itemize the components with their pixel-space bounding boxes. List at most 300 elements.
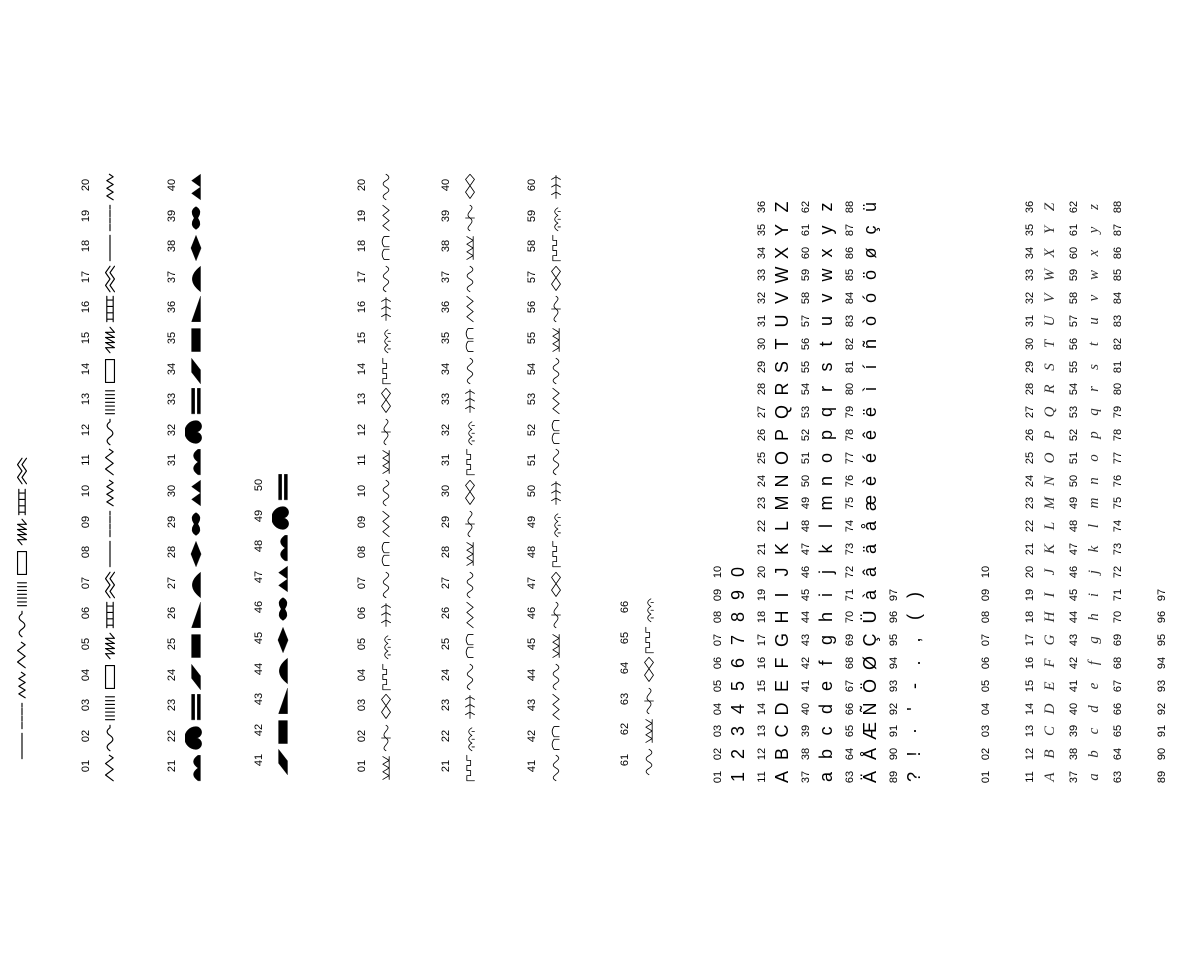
char-number: 55: [800, 360, 812, 373]
stitch-number: 28: [166, 546, 178, 559]
char-number: 67: [844, 679, 856, 692]
char-glyph: ?: [904, 772, 924, 783]
stitch-number: 47: [526, 576, 538, 589]
stitch-number: 20: [80, 178, 92, 192]
char-number: 72: [1112, 565, 1124, 578]
char-number: 06: [980, 656, 992, 670]
stitch-number: 18: [80, 240, 92, 253]
char-glyph: O: [772, 450, 792, 465]
stitch-number: 46: [526, 607, 538, 620]
char-glyph: I: [772, 592, 792, 598]
stitch-number: 22: [166, 729, 178, 742]
char-glyph: S: [772, 360, 792, 373]
char-number: 01: [980, 770, 992, 784]
char-number: 02: [980, 748, 992, 761]
char-glyph: w: [816, 268, 836, 282]
char-glyph: c: [1086, 728, 1102, 735]
char-number: 29: [756, 360, 768, 373]
char-number: 33: [756, 269, 768, 282]
stitch-glyph-icon: [85, 234, 135, 262]
char-glyph: q: [816, 407, 836, 418]
char-glyph: é: [860, 452, 880, 463]
stitch-glyph-icon: [445, 601, 495, 629]
char-glyph: ö: [860, 270, 880, 281]
stitch-glyph-icon: [0, 732, 47, 760]
char-number: 15: [1024, 679, 1036, 692]
char-glyph: I: [1042, 592, 1058, 598]
stitch-number: 39: [440, 209, 452, 222]
char-glyph: a: [816, 772, 836, 783]
stitch-glyph-icon: [258, 657, 308, 685]
char-glyph: s: [816, 362, 836, 372]
char-glyph: Ñ: [860, 702, 880, 716]
stitch-glyph-icon: [361, 571, 411, 599]
stitch-number: 26: [166, 607, 178, 620]
char-number: 91: [888, 725, 900, 738]
stitch-glyph-icon: [531, 204, 581, 232]
char-number: 79: [844, 406, 856, 419]
char-number: 67: [1112, 679, 1124, 692]
char-number: 88: [1112, 200, 1124, 214]
char-number: 04: [712, 702, 724, 715]
char-number: 35: [1024, 223, 1036, 236]
char-number: 22: [756, 520, 768, 533]
stitch-glyph-icon: [531, 418, 581, 446]
stitch-number: 01: [356, 760, 368, 773]
stitch-glyph-icon: [531, 326, 581, 354]
stitch-number: 21: [440, 760, 452, 773]
char-glyph: à: [860, 589, 880, 600]
char-number: 37: [1068, 770, 1080, 784]
char-number: 46: [800, 565, 812, 578]
stitch-number: 05: [80, 637, 92, 651]
char-glyph: j: [1086, 569, 1102, 574]
char-glyph: f: [816, 660, 836, 666]
stitch-number: 22: [440, 729, 452, 742]
char-glyph: C: [772, 724, 792, 738]
char-glyph: c: [816, 726, 836, 736]
stitch-number: 07: [80, 576, 92, 589]
char-glyph: J: [1042, 568, 1058, 576]
stitch-number: 20: [356, 178, 368, 192]
stitch-glyph-icon: [531, 295, 581, 323]
stitch-glyph-icon: [531, 540, 581, 568]
char-number: 30: [1024, 337, 1036, 350]
char-number: 90: [888, 748, 900, 761]
char-glyph: 5: [728, 680, 748, 691]
char-number: 81: [1112, 360, 1124, 373]
stitch-glyph-icon: [0, 549, 47, 577]
char-number: 69: [844, 634, 856, 647]
char-number: 27: [1024, 406, 1036, 419]
char-glyph: i: [1086, 592, 1102, 597]
char-glyph: l: [1086, 524, 1102, 529]
char-glyph: W: [1042, 269, 1058, 282]
stitch-glyph-icon: [171, 448, 221, 476]
char-glyph: D: [1042, 703, 1058, 715]
char-number: 42: [800, 656, 812, 670]
stitch-number: 19: [80, 209, 92, 222]
stitch-glyph-icon: [258, 534, 308, 562]
stitch-number: 19: [356, 209, 368, 222]
char-glyph: ø: [860, 247, 880, 259]
char-glyph: U: [1042, 315, 1058, 327]
stitch-glyph-icon: [445, 724, 495, 752]
char-number: 12: [1024, 748, 1036, 761]
char-glyph: ë: [860, 407, 880, 418]
char-number: 75: [844, 497, 856, 510]
stitch-glyph-icon: [171, 295, 221, 323]
char-glyph: J: [772, 567, 792, 577]
char-number: 92: [1156, 702, 1168, 715]
stitch-glyph-icon: [85, 418, 135, 446]
char-glyph: è: [860, 475, 880, 486]
char-number: 85: [844, 269, 856, 282]
char-glyph: M: [772, 495, 792, 511]
char-glyph: ì: [860, 386, 880, 392]
char-number: 92: [888, 702, 900, 715]
stitch-glyph-icon: [445, 387, 495, 415]
char-glyph: x: [1086, 249, 1102, 256]
char-number: 65: [1112, 725, 1124, 738]
char-number: 23: [756, 497, 768, 510]
stitch-number: 17: [356, 270, 368, 283]
stitch-number: 21: [166, 760, 178, 773]
stitch-number: 30: [166, 484, 178, 498]
char-number: 61: [800, 223, 812, 236]
char-number: 82: [1112, 337, 1124, 350]
stitch-glyph-icon: [0, 641, 47, 669]
char-number: 78: [844, 428, 856, 442]
stitch-number: 23: [440, 699, 452, 712]
char-glyph: a: [1086, 773, 1102, 781]
char-number: 27: [756, 406, 768, 419]
char-glyph: y: [1086, 226, 1102, 234]
char-glyph: Y: [1042, 225, 1058, 234]
char-glyph: v: [1086, 294, 1102, 302]
char-number: 37: [800, 770, 812, 784]
char-number: 46: [1068, 565, 1080, 578]
char-glyph: n: [816, 475, 836, 486]
stitch-glyph-icon: [445, 418, 495, 446]
char-glyph: f: [1086, 660, 1102, 666]
stitch-number: 08: [80, 546, 92, 559]
char-glyph: n: [1086, 476, 1102, 485]
char-number: 13: [1024, 725, 1036, 738]
char-number: 52: [1068, 428, 1080, 442]
stitch-glyph-icon: [361, 510, 411, 538]
stitch-number: 25: [166, 637, 178, 651]
char-number: 77: [844, 451, 856, 464]
char-glyph: R: [1042, 384, 1058, 394]
char-glyph: G: [772, 633, 792, 648]
stitch-number: 52: [526, 423, 538, 436]
char-number: 89: [888, 770, 900, 784]
char-number: 36: [756, 200, 768, 214]
stitch-number: 16: [356, 301, 368, 314]
stitch-number: 42: [253, 723, 265, 736]
stitch-glyph-icon: [531, 663, 581, 691]
stitch-glyph-icon: [258, 595, 308, 623]
stitch-glyph-icon: [85, 693, 135, 721]
stitch-glyph-icon: [445, 693, 495, 721]
char-number: 94: [888, 656, 900, 670]
stitch-number: 37: [440, 270, 452, 283]
stitch-number: 11: [80, 454, 92, 467]
char-number: 52: [800, 428, 812, 442]
char-glyph: B: [772, 748, 792, 761]
char-glyph: 8: [728, 612, 748, 623]
char-glyph: 4: [728, 703, 748, 714]
char-number: 13: [756, 725, 768, 738]
stitch-glyph-icon: [445, 510, 495, 538]
char-number: 48: [800, 520, 812, 533]
stitch-number: 35: [166, 331, 178, 345]
stitch-number: 10: [356, 484, 368, 498]
char-number: 64: [1112, 748, 1124, 761]
char-glyph: Ø: [860, 656, 880, 671]
stitch-number: 42: [526, 729, 538, 742]
char-number: 58: [1068, 292, 1080, 305]
char-number: 24: [756, 474, 768, 487]
stitch-number: 18: [356, 240, 368, 253]
char-number: 87: [1112, 223, 1124, 236]
char-number: 89: [1156, 770, 1168, 784]
char-number: 17: [1024, 634, 1036, 647]
stitch-number: 02: [356, 729, 368, 742]
stitch-glyph-icon: [361, 663, 411, 691]
char-glyph: r: [1086, 386, 1102, 393]
char-glyph: d: [816, 703, 836, 714]
char-number: 20: [756, 565, 768, 578]
char-glyph: k: [1086, 545, 1102, 553]
char-glyph: ç: [860, 225, 880, 235]
char-glyph: K: [772, 543, 792, 556]
char-number: 26: [1024, 428, 1036, 442]
char-glyph: Æ: [860, 722, 880, 741]
char-glyph: 9: [728, 589, 748, 600]
char-number: 18: [1024, 611, 1036, 624]
stitch-number: 31: [440, 454, 452, 467]
char-number: 94: [1156, 656, 1168, 670]
char-number: 91: [1156, 725, 1168, 738]
char-glyph: v: [816, 293, 836, 303]
char-number: 58: [800, 292, 812, 305]
stitch-glyph-icon: [171, 540, 221, 568]
char-number: 44: [1068, 611, 1080, 624]
char-glyph: ä: [860, 544, 880, 555]
char-glyph: F: [1042, 658, 1058, 668]
stitch-glyph-icon: [361, 540, 411, 568]
stitch-glyph-icon: [445, 571, 495, 599]
stitch-number: 30: [440, 484, 452, 498]
stitch-glyph-icon: [171, 326, 221, 354]
char-number: 81: [844, 360, 856, 373]
char-glyph: R: [772, 382, 792, 396]
stitch-glyph-icon: [361, 724, 411, 752]
stitch-glyph-icon: [0, 518, 47, 546]
char-number: 78: [1112, 428, 1124, 442]
char-number: 03: [980, 725, 992, 738]
char-glyph: M: [1042, 497, 1058, 510]
stitch-number: 33: [440, 393, 452, 406]
char-number: 86: [1112, 246, 1124, 259]
char-number: 30: [756, 337, 768, 350]
stitch-number: 12: [356, 423, 368, 436]
char-number: 40: [800, 702, 812, 715]
char-glyph: O: [1042, 452, 1058, 464]
char-glyph: !: [904, 751, 924, 757]
char-number: 62: [800, 200, 812, 214]
stitch-number: 40: [166, 178, 178, 192]
char-number: 54: [1068, 383, 1080, 396]
stitch-number: 29: [440, 515, 452, 528]
stitch-glyph-icon: [85, 571, 135, 599]
char-number: 53: [800, 406, 812, 419]
stitch-glyph-icon: [0, 457, 47, 485]
char-number: 68: [844, 656, 856, 670]
stitch-glyph-icon: [258, 473, 308, 501]
char-glyph: X: [1042, 248, 1058, 258]
stitch-number: 10: [80, 484, 92, 498]
stitch-glyph-icon: [445, 173, 495, 201]
stitch-glyph-icon: [361, 204, 411, 232]
char-glyph: l: [816, 524, 836, 529]
stitch-glyph-icon: [85, 632, 135, 660]
stitch-glyph-icon: [258, 565, 308, 593]
char-number: 39: [800, 725, 812, 738]
char-glyph: b: [816, 749, 836, 760]
char-glyph: m: [1086, 497, 1102, 509]
stitch-glyph-icon: [361, 295, 411, 323]
char-glyph: ,: [904, 637, 924, 643]
char-number: 19: [756, 588, 768, 601]
char-number: 21: [756, 542, 768, 556]
stitch-number: 16: [80, 301, 92, 314]
char-number: 74: [844, 520, 856, 533]
char-number: 10: [980, 565, 992, 578]
stitch-glyph-icon: [85, 326, 135, 354]
char-glyph: K: [1042, 544, 1058, 555]
char-glyph: T: [772, 338, 792, 350]
stitch-glyph-icon: [445, 357, 495, 385]
char-number: 74: [1112, 520, 1124, 533]
char-glyph: h: [816, 612, 836, 623]
stitch-glyph-icon: [445, 754, 495, 782]
stitch-number: 43: [526, 699, 538, 712]
stitch-number: 09: [80, 515, 92, 528]
char-glyph: E: [1042, 681, 1058, 691]
char-number: 95: [1156, 634, 1168, 647]
char-glyph: t: [1086, 341, 1102, 346]
char-number: 28: [1024, 383, 1036, 396]
char-glyph: G: [1042, 634, 1058, 646]
char-glyph: ó: [860, 293, 880, 304]
char-number: 73: [844, 542, 856, 556]
char-number: 26: [756, 428, 768, 442]
char-number: 63: [1112, 770, 1124, 784]
stitch-glyph-icon: [445, 632, 495, 660]
stitch-glyph-icon: [0, 671, 47, 699]
stitch-number: 36: [440, 301, 452, 314]
char-number: 31: [756, 314, 768, 328]
stitch-glyph-icon: [85, 540, 135, 568]
stitch-glyph-icon: [531, 173, 581, 201]
stitch-number: 14: [356, 362, 368, 375]
char-glyph: i: [816, 592, 836, 597]
char-glyph: e: [816, 680, 836, 691]
char-glyph: L: [1042, 522, 1058, 531]
char-number: 04: [980, 702, 992, 715]
stitch-glyph-icon: [531, 724, 581, 752]
char-glyph: B: [1042, 749, 1058, 759]
stitch-glyph-icon: [85, 448, 135, 476]
char-number: 70: [844, 611, 856, 624]
char-number: 85: [1112, 269, 1124, 282]
stitch-glyph-icon: [531, 693, 581, 721]
stitch-glyph-icon: [258, 504, 308, 532]
char-number: 96: [888, 611, 900, 624]
char-number: 55: [1068, 360, 1080, 373]
stitch-number: 51: [526, 454, 538, 467]
char-number: 11: [756, 771, 768, 783]
stitch-number: 66: [619, 600, 631, 614]
stitch-glyph-icon: [361, 754, 411, 782]
char-number: 43: [1068, 634, 1080, 647]
stitch-glyph-icon: [85, 754, 135, 782]
char-number: 38: [1068, 748, 1080, 761]
stitch-glyph-icon: [361, 693, 411, 721]
char-glyph: â: [860, 566, 880, 577]
stitch-glyph-icon: [85, 173, 135, 201]
char-glyph: u: [816, 316, 836, 327]
stitch-glyph-icon: [531, 265, 581, 293]
stitch-glyph-icon: [531, 234, 581, 262]
stitch-number: 02: [80, 729, 92, 742]
char-glyph: T: [1042, 339, 1058, 348]
char-glyph: H: [1042, 611, 1058, 623]
stitch-glyph-icon: [445, 326, 495, 354]
char-number: 33: [1024, 269, 1036, 282]
stitch-number: 14: [80, 362, 92, 375]
char-number: 66: [1112, 702, 1124, 715]
stitch-number: 49: [253, 509, 265, 522]
stitch-glyph-icon: [361, 234, 411, 262]
char-number: 63: [844, 770, 856, 784]
stitch-glyph-icon: [624, 748, 674, 776]
char-number: 73: [1112, 542, 1124, 556]
char-glyph: w: [1086, 270, 1102, 281]
char-number: 21: [1024, 542, 1036, 556]
char-number: 87: [844, 223, 856, 236]
stitch-number: 34: [440, 362, 452, 375]
char-number: 75: [1112, 497, 1124, 510]
char-glyph: Z: [772, 201, 792, 213]
char-glyph: L: [772, 521, 792, 532]
char-number: 96: [1156, 611, 1168, 624]
stitch-number: 45: [253, 631, 265, 645]
char-number: 79: [1112, 406, 1124, 419]
char-number: 14: [756, 702, 768, 715]
char-glyph: C: [1042, 726, 1058, 737]
char-number: 41: [800, 679, 812, 692]
char-glyph: í: [860, 364, 880, 370]
stitch-number: 33: [166, 393, 178, 406]
char-glyph: ñ: [860, 338, 880, 349]
char-glyph: X: [772, 246, 792, 259]
stitch-glyph-icon: [171, 571, 221, 599]
char-number: 19: [1024, 588, 1036, 601]
